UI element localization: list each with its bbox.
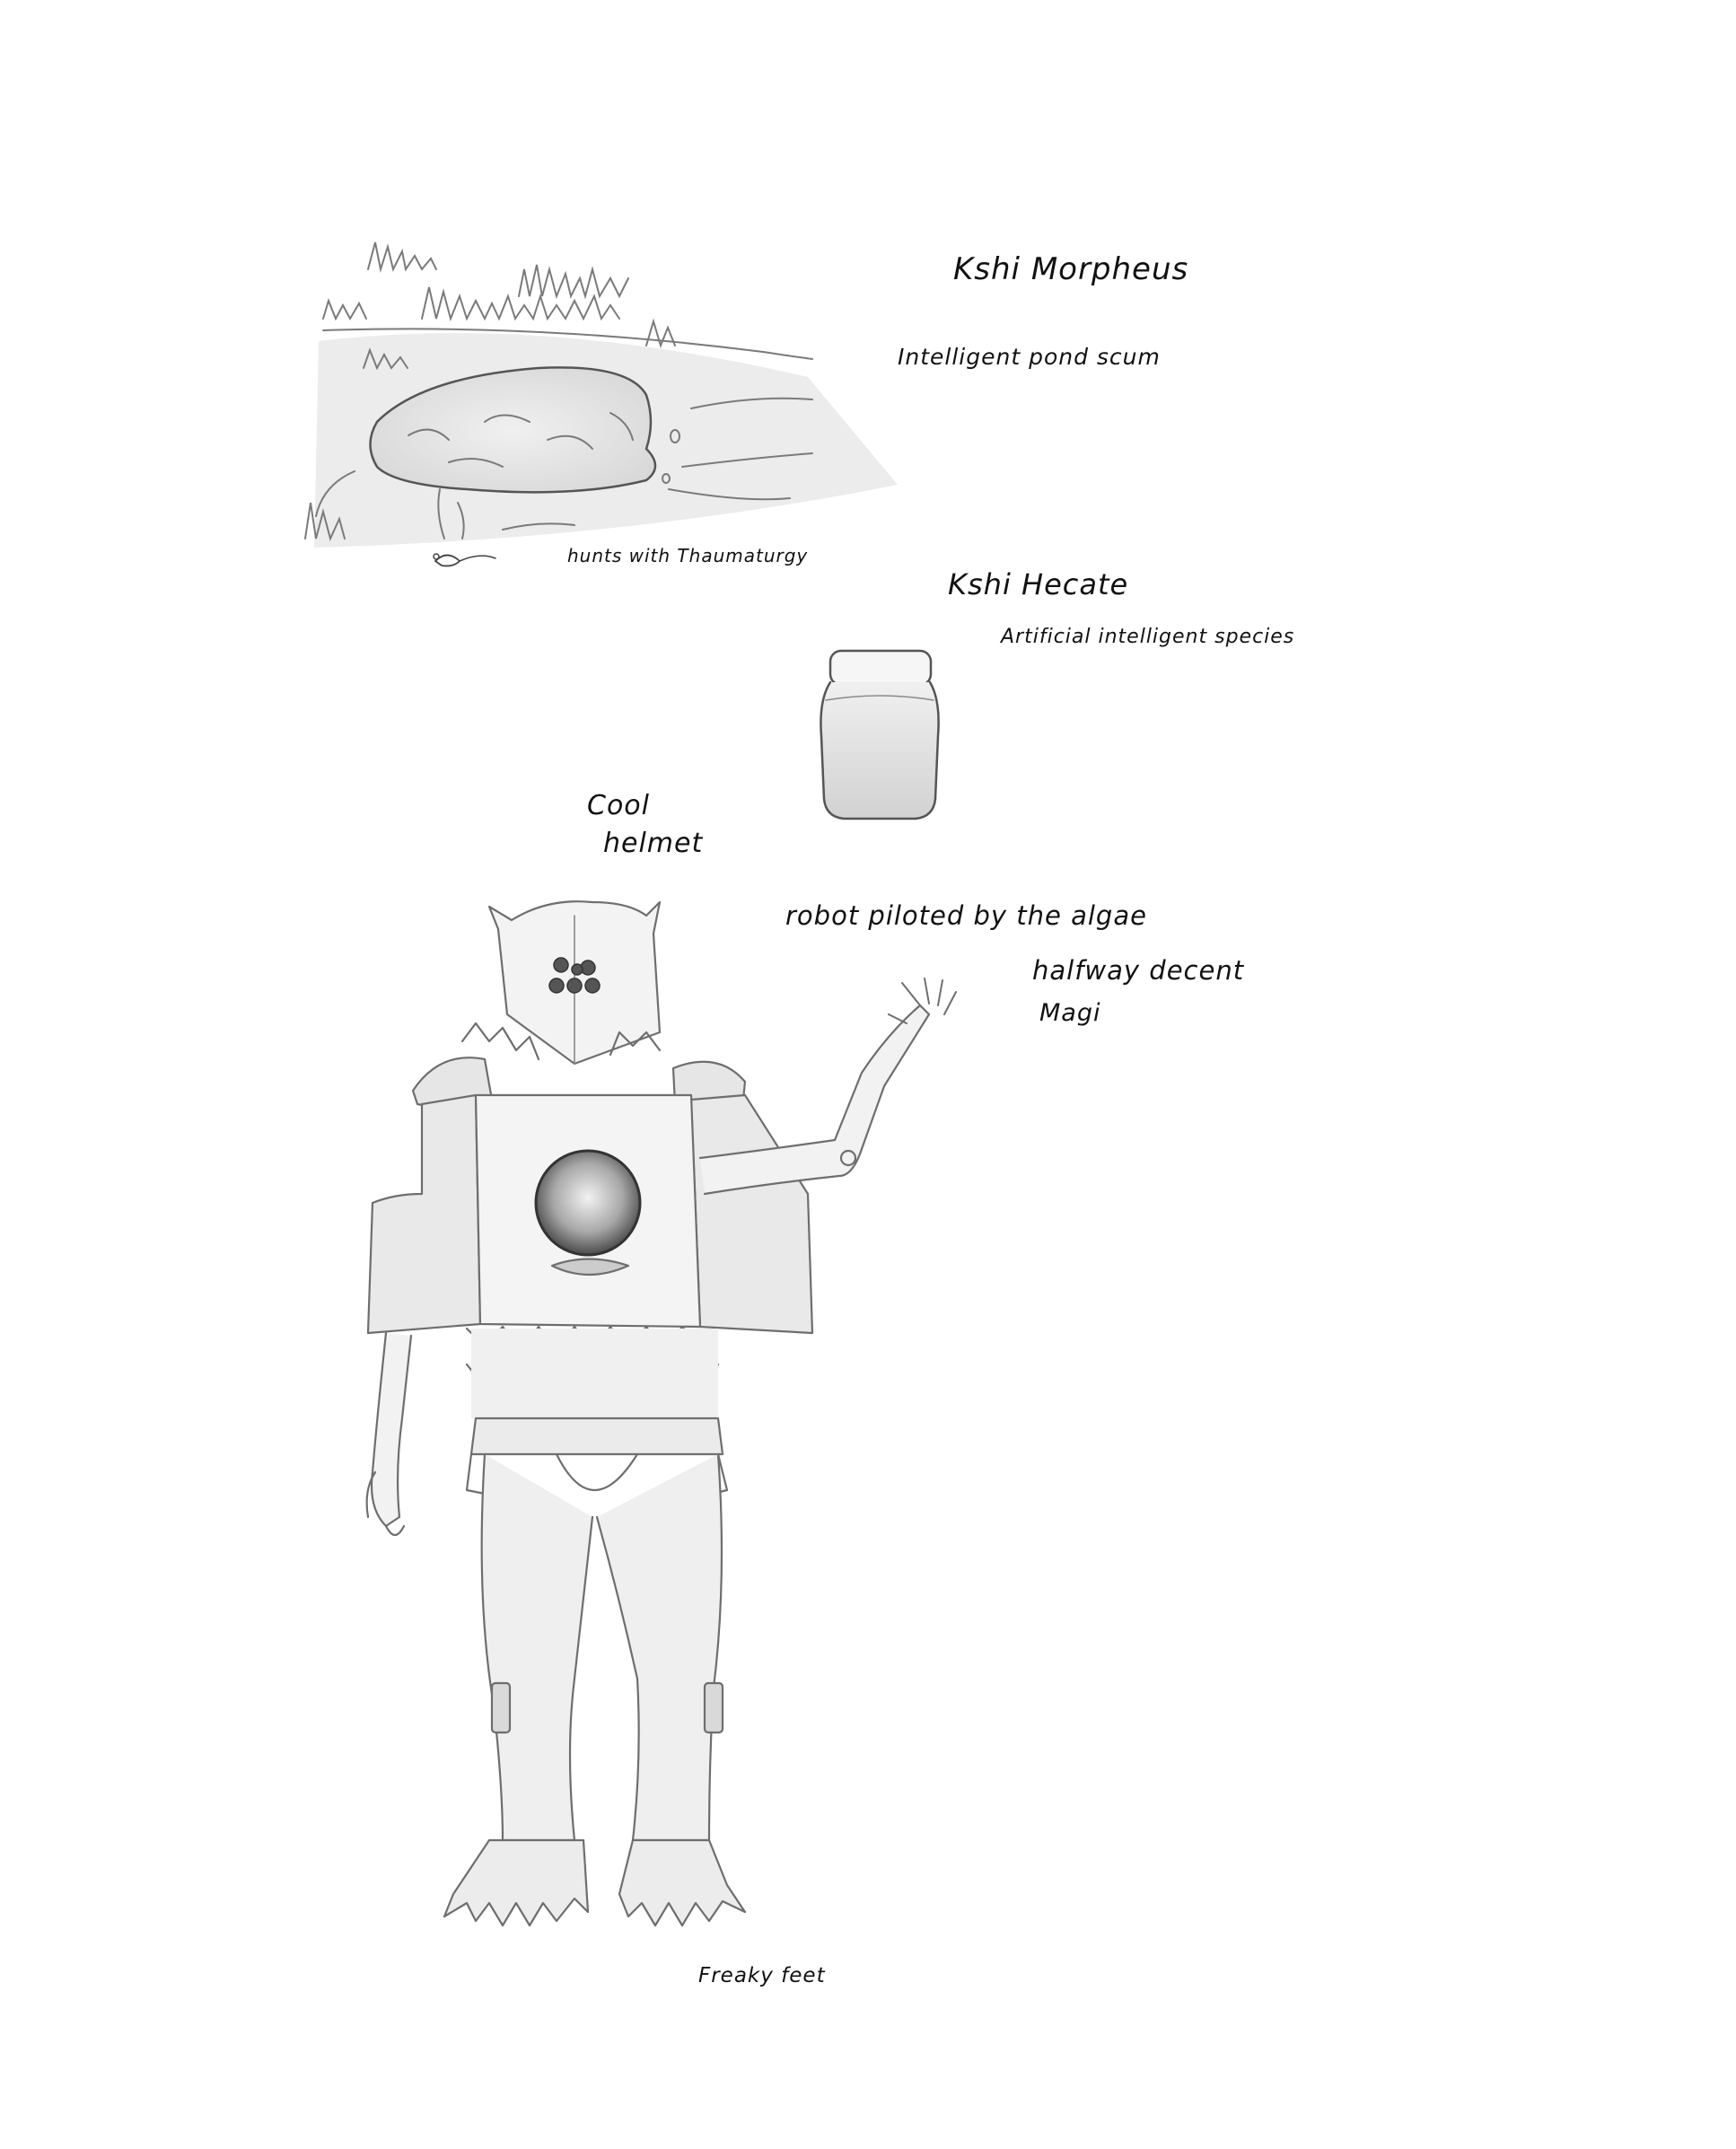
pond-sketch bbox=[305, 242, 898, 566]
helmet-note: helmet bbox=[603, 828, 704, 859]
cool-note: Cool bbox=[587, 790, 650, 821]
chest-orb bbox=[536, 1151, 640, 1255]
magi-note: Magi bbox=[1039, 999, 1101, 1027]
hecate-description: Artificial intelligent species bbox=[1001, 626, 1295, 648]
robot-feet bbox=[444, 1840, 745, 1925]
halfway-note: halfway decent bbox=[1032, 955, 1245, 986]
hecate-title: Kshi Hecate bbox=[948, 567, 1129, 601]
robot-sketch bbox=[367, 901, 956, 1925]
morpheus-title: Kshi Morpheus bbox=[953, 251, 1189, 287]
morpheus-description: Intelligent pond scum bbox=[898, 344, 1161, 370]
robot-note: robot piloted by the algae bbox=[785, 900, 1147, 931]
freaky-feet-note: Freaky feet bbox=[698, 1964, 826, 1987]
jar-sketch bbox=[820, 651, 938, 819]
thaumaturgy-note: hunts with Thaumaturgy bbox=[567, 545, 809, 566]
